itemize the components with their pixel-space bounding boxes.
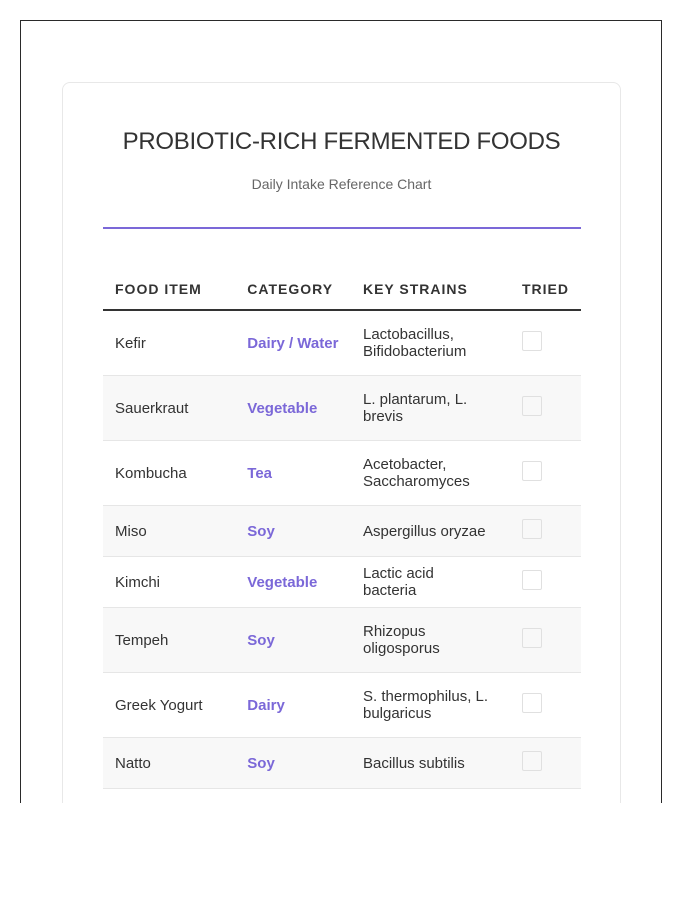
tried-cell xyxy=(510,506,581,557)
table-header-row xyxy=(103,269,581,310)
food-category: Soy xyxy=(235,738,351,789)
tried-cell xyxy=(510,557,581,608)
header-category: CATEGORY xyxy=(235,269,351,310)
tried-checkbox[interactable] xyxy=(522,331,542,351)
table-row xyxy=(103,310,581,376)
food-name: Kimchi xyxy=(103,557,235,608)
tried-checkbox[interactable] xyxy=(522,519,542,539)
food-strains: Aspergillus oryzae xyxy=(351,506,510,557)
food-name: Miso xyxy=(103,506,235,557)
tried-cell xyxy=(510,376,581,441)
food-category: Tea xyxy=(235,441,351,506)
tried-cell xyxy=(510,441,581,506)
table-row xyxy=(103,673,581,738)
tried-cell xyxy=(510,673,581,738)
tried-cell xyxy=(510,608,581,673)
food-category: Dairy xyxy=(235,673,351,738)
header-food-item: FOOD ITEM xyxy=(103,269,235,310)
food-strains: Rhizopus oligosporus xyxy=(351,608,510,673)
food-name: Greek Yogurt xyxy=(103,673,235,738)
food-name: Tempeh xyxy=(103,608,235,673)
food-strains: Lactic acid bacteria xyxy=(351,557,510,608)
table-row xyxy=(103,557,581,608)
page-title: PROBIOTIC-RICH FERMENTED FOODS xyxy=(122,128,561,155)
accent-divider xyxy=(103,227,581,229)
food-category: Vegetable xyxy=(235,376,351,441)
food-strains: L. plantarum, L. brevis xyxy=(351,376,510,441)
header-key-strains: KEY STRAINS xyxy=(351,269,510,310)
food-strains: Bacillus subtilis xyxy=(351,738,510,789)
header-tried: TRIED xyxy=(510,269,581,310)
food-name: Sauerkraut xyxy=(103,376,235,441)
food-strains: Acetobacter, Saccharomyces xyxy=(351,441,510,506)
food-category: Dairy / Water xyxy=(235,310,351,376)
tried-cell xyxy=(510,310,581,376)
table-row xyxy=(103,738,581,789)
page-frame xyxy=(20,20,662,803)
page-subtitle: Daily Intake Reference Chart xyxy=(251,176,432,192)
tried-checkbox[interactable] xyxy=(522,751,542,771)
food-category: Vegetable xyxy=(235,557,351,608)
table-row xyxy=(103,441,581,506)
food-name: Natto xyxy=(103,738,235,789)
food-category: Soy xyxy=(235,608,351,673)
reference-card xyxy=(62,82,621,803)
food-strains: Lactobacillus, Bifidobacterium xyxy=(351,310,510,376)
tried-checkbox[interactable] xyxy=(522,570,542,590)
table-row xyxy=(103,376,581,441)
food-name: Kefir xyxy=(103,310,235,376)
table-row xyxy=(103,608,581,673)
tried-checkbox[interactable] xyxy=(522,396,542,416)
tried-cell xyxy=(510,738,581,789)
tried-checkbox[interactable] xyxy=(522,693,542,713)
food-strains: S. thermophilus, L. bulgaricus xyxy=(351,673,510,738)
food-category: Soy xyxy=(235,506,351,557)
table-row xyxy=(103,506,581,557)
food-name: Kombucha xyxy=(103,441,235,506)
tried-checkbox[interactable] xyxy=(522,461,542,481)
tried-checkbox[interactable] xyxy=(522,628,542,648)
foods-table xyxy=(103,269,581,789)
